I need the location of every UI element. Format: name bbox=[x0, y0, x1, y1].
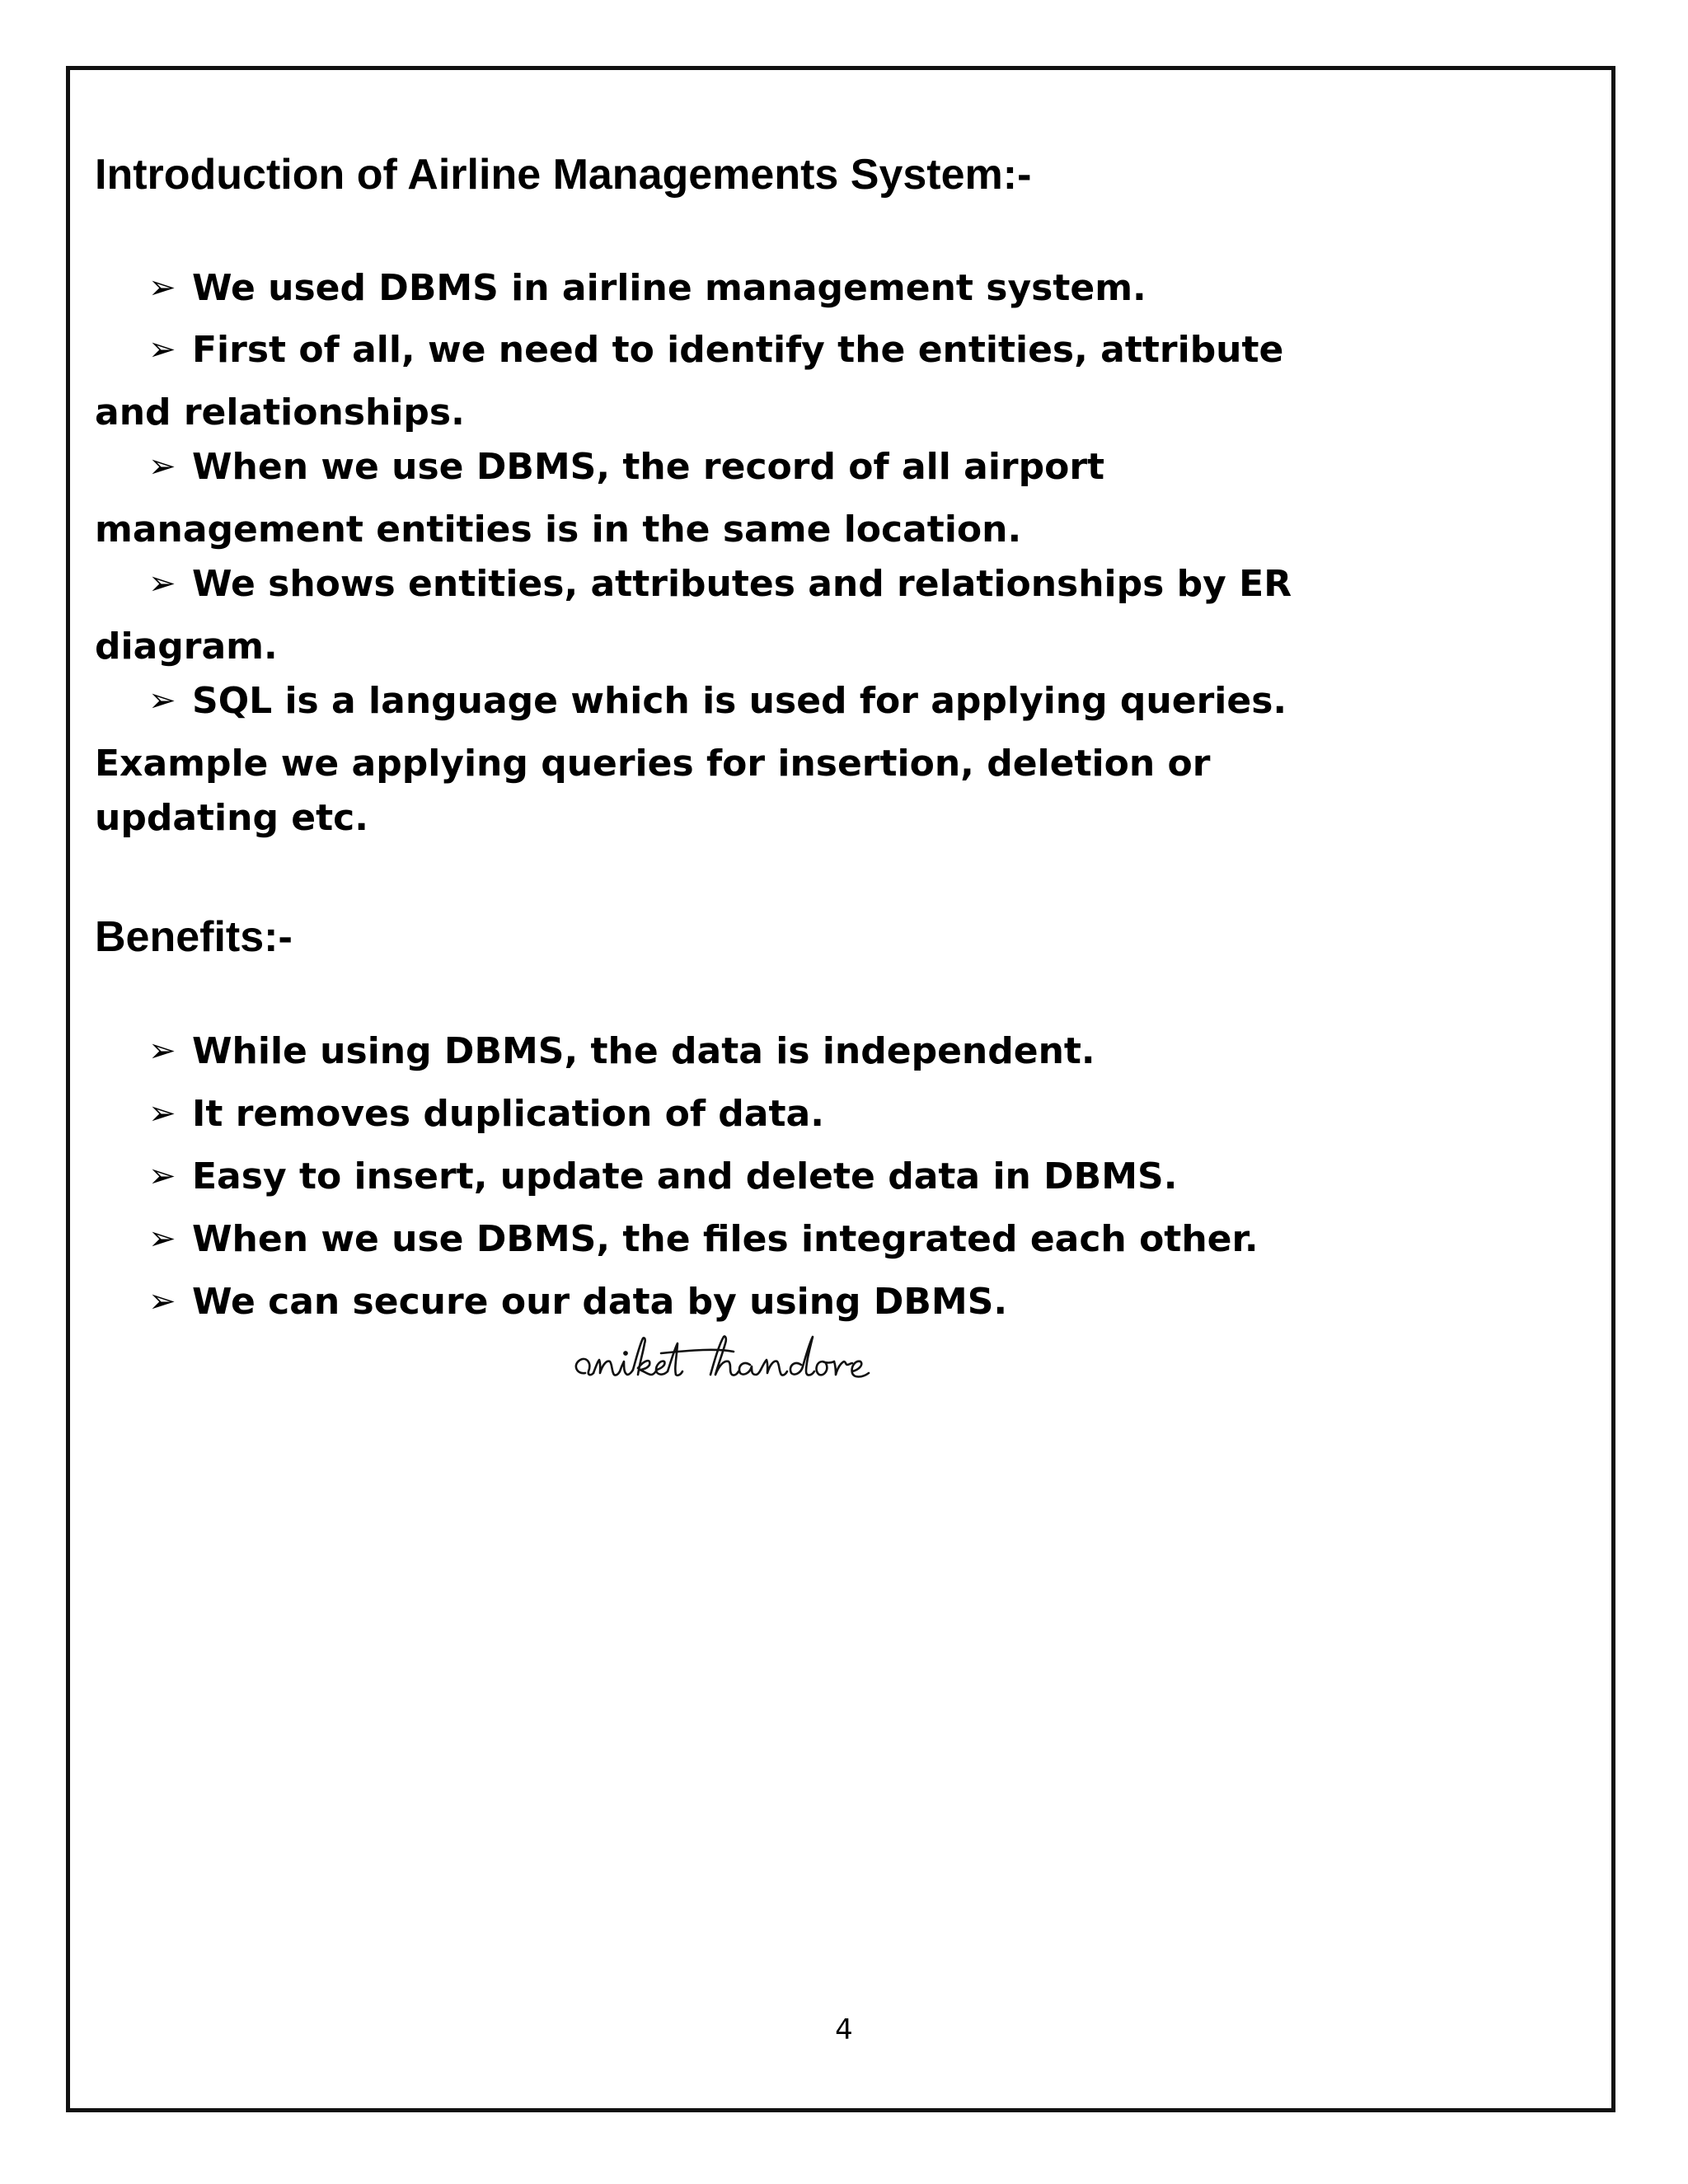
intro-bullet-3 bbox=[148, 446, 1105, 488]
intro-bullet-5-line-2: Example we applying queries for insertion, deletion or bbox=[95, 743, 1211, 785]
intro-bullet-2 bbox=[148, 329, 1284, 371]
intro-bullet-4-line-1: We shows entities, attributes and relationships by ER bbox=[192, 563, 1292, 605]
benefit-bullet-2-text: It removes duplication of data. bbox=[192, 1093, 824, 1135]
intro-bullet-3-line-1: When we use DBMS, the record of all airport bbox=[192, 446, 1105, 488]
arrowhead-bullet-icon: ➢ bbox=[148, 1094, 176, 1132]
page-number: 4 bbox=[835, 2013, 853, 2046]
intro-bullet-1-line-1: We used DBMS in airline management system. bbox=[192, 267, 1146, 309]
intro-bullet-5-line-1: SQL is a language which is used for applying queries. bbox=[192, 680, 1287, 722]
benefit-bullet-1-text: While using DBMS, the data is independent. bbox=[192, 1030, 1095, 1072]
intro-bullet-2-line-2: and relationships. bbox=[95, 391, 465, 434]
intro-bullet-5 bbox=[148, 680, 1287, 722]
arrowhead-bullet-icon: ➢ bbox=[148, 1282, 176, 1320]
intro-heading: Introduction of Airline Managements System:- bbox=[95, 151, 1032, 199]
arrowhead-bullet-icon: ➢ bbox=[148, 682, 176, 719]
benefit-bullet-3-text: Easy to insert, update and delete data in DBMS. bbox=[192, 1155, 1178, 1197]
arrowhead-bullet-icon: ➢ bbox=[148, 448, 176, 485]
intro-bullet-4 bbox=[148, 563, 1292, 605]
intro-bullet-3-line-2: management entities is in the same location. bbox=[95, 509, 1022, 551]
arrowhead-bullet-icon: ➢ bbox=[148, 1220, 176, 1258]
benefit-bullet-3 bbox=[148, 1155, 1178, 1197]
arrowhead-bullet-icon: ➢ bbox=[148, 1157, 176, 1195]
benefit-bullet-4-text: When we use DBMS, the files integrated each other. bbox=[192, 1218, 1259, 1260]
benefit-bullet-2 bbox=[148, 1093, 824, 1135]
benefit-bullet-1 bbox=[148, 1030, 1095, 1072]
benefit-bullet-5 bbox=[148, 1281, 1008, 1323]
intro-bullet-2-line-1: First of all, we need to identify the entities, attribute bbox=[192, 329, 1284, 371]
intro-bullet-5-line-3: updating etc. bbox=[95, 797, 368, 839]
benefit-bullet-5-text: We can secure our data by using DBMS. bbox=[192, 1281, 1008, 1323]
arrowhead-bullet-icon: ➢ bbox=[148, 565, 176, 602]
handwritten-signature bbox=[569, 1333, 907, 1391]
arrowhead-bullet-icon: ➢ bbox=[148, 269, 176, 307]
intro-bullet-4-line-2: diagram. bbox=[95, 626, 278, 668]
intro-bullet-1 bbox=[148, 267, 1146, 309]
arrowhead-bullet-icon: ➢ bbox=[148, 330, 176, 368]
benefit-bullet-4 bbox=[148, 1218, 1259, 1260]
arrowhead-bullet-icon: ➢ bbox=[148, 1032, 176, 1070]
page-border bbox=[66, 66, 1615, 2112]
benefits-heading: Benefits:- bbox=[95, 913, 293, 961]
